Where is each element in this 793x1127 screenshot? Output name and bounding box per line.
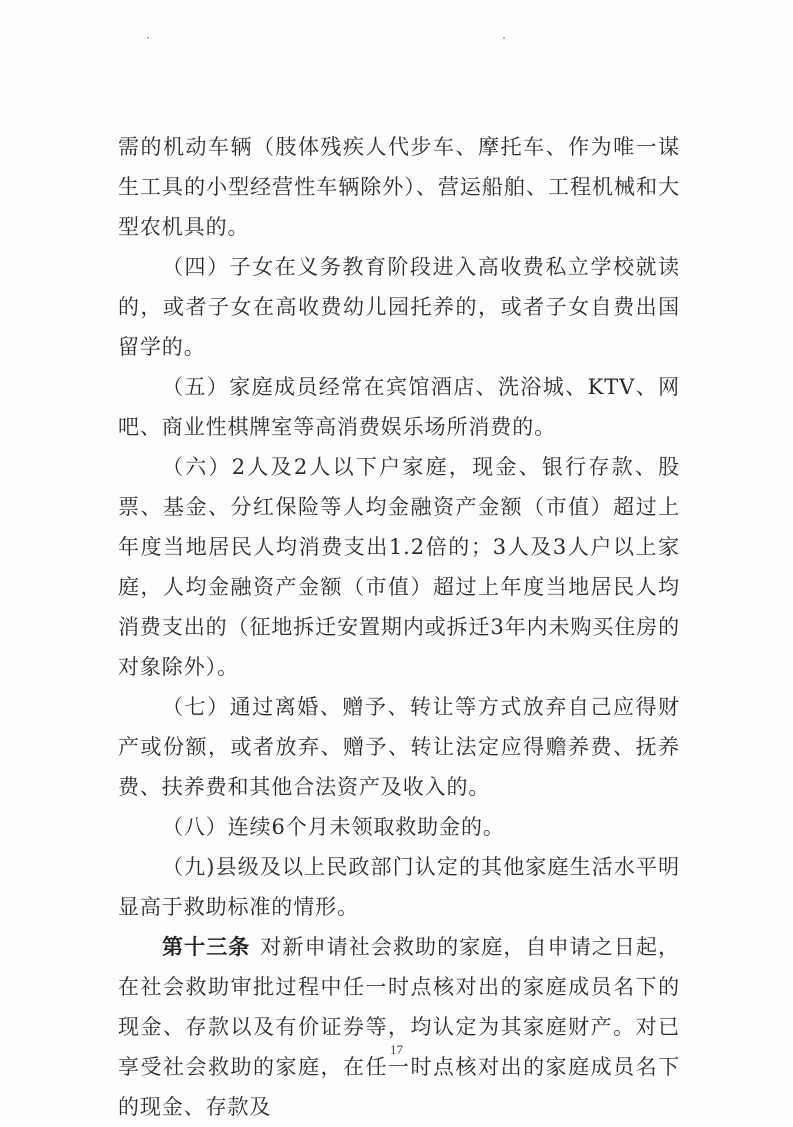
paragraph-item-5: （五）家庭成员经常在宾馆酒店、洗浴城、KTV、网吧、商业性棋牌室等高消费娱乐场所消费的。 [118, 375, 680, 439]
paragraph-article-13 [118, 927, 680, 1127]
paragraph-item-6: （六）2人及2人以下户家庭，现金、银行存款、股票、基金、分红保险等人均金融资产金额（市值）超过上年度当地居民人均消费支出1.2倍的；3人及3人户以上家庭，人均金融资产金额（市值）超过上年度当地居民人均消费支出的（征地拆迁安置期内或拆迁3年内未购买住房的对象除外）。 [118, 455, 680, 679]
page-number: 17 [390, 1042, 403, 1057]
article-heading: 第十三条 [162, 935, 251, 959]
paragraph-item-7: （七）通过离婚、赠予、转让等方式放弃自己应得财产或份额，或者放弃、赠予、转让法定应得赡养费、抚养费、扶养费和其他合法资产及收入的。 [118, 695, 680, 799]
document-body [118, 127, 680, 1127]
paragraph-item-8: （八）连续6个月未领取救助金的。 [162, 815, 505, 839]
paragraph-item-9: （九)县级及以上民政部门认定的其他家庭生活水平明显高于救助标准的情形。 [118, 855, 680, 919]
paragraph-item-4: （四）子女在义务教育阶段进入高收费私立学校就读的，或者子女在高收费幼儿园托养的，或者子女自费出国留学的。 [118, 255, 680, 359]
article-text: 对新申请社会救助的家庭，自申请之日起，在社会救助审批过程中任一时点核对出的家庭成员名下的现金、存款以及有价证券等，均认定为其家庭财产。对已享受社会救助的家庭，在任一时点核对出的家庭成员名下的现金、存款及 [118, 935, 680, 1119]
paragraph-continuation: 需的机动车辆（肢体残疾人代步车、摩托车、作为唯一谋生工具的小型经营性车辆除外）、营运船舶、工程机械和大型农机具的。 [118, 135, 680, 239]
scan-speck [147, 37, 149, 39]
scan-speck [503, 37, 505, 39]
